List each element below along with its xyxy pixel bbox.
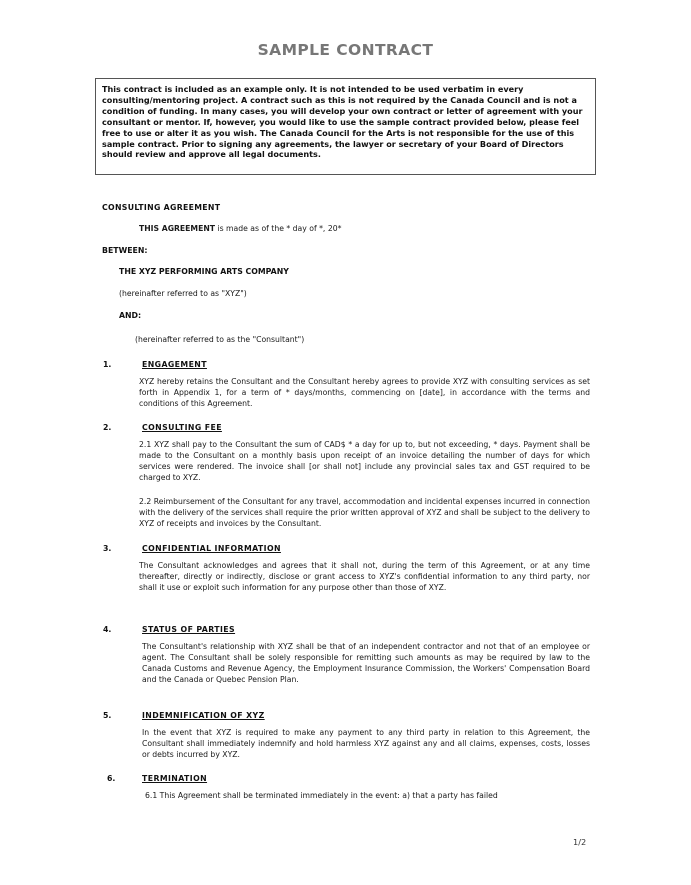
intro-bold: THIS AGREEMENT — [139, 224, 216, 233]
section-number: 3. — [103, 544, 112, 553]
disclaimer-box: This contract is included as an example only. It is not intended to be used verbatim in every consulting/mentoring project. A contract such as this is not required by the Canada Council and is not a condition of funding. In many cases, you will develop your own contract or letter of agreement with your consultant or mentor. If, however, you would like to use the sample contract provided below, please feel free to use or alter it as you wish. The Canada Council for the Arts is not responsible for the use of this sample contract. Prior to signing any agreements, the lawyer or secretary of your Board of Directors should review and approve all legal documents. — [95, 78, 596, 175]
section-number: 2. — [103, 423, 112, 432]
section-paragraph: XYZ hereby retains the Consultant and the Consultant hereby agrees to provide XYZ with consulting services as set forth in Appendix 1, for a term of * days/months, commencing on [date], in accordance with the terms and conditions of this Agreement. — [139, 377, 590, 408]
section-heading-indemnification: INDEMNIFICATION OF XYZ — [142, 711, 265, 720]
section-paragraph: The Consultant acknowledges and agrees that it shall not, during the term of this Agreement, or at any time thereafter, directly or indirectly, disclose or grant access to XYZ's confidential information to any third party, nor shall it use or exploit such information for any purpose other than those of XYZ. — [139, 561, 590, 592]
company-name: THE XYZ PERFORMING ARTS COMPANY — [119, 267, 289, 276]
agreement-intro — [139, 224, 341, 233]
section-heading-consulting-fee: CONSULTING FEE — [142, 423, 222, 432]
page-number: 1/2 — [573, 837, 587, 847]
and-label: AND: — [119, 311, 142, 320]
section-paragraph: 2.1 XYZ shall pay to the Consultant the sum of CAD$ * a day for up to, but not exceeding, * days. Payment shall be made to the Consultant on a monthly basis upon receipt of an invoice detailing the number of days for which services were rendered. The invoice shall [or shall not] include any provincial sales tax and GST required to be charged to XYZ. — [139, 440, 590, 482]
consultant-ref: (hereinafter referred to as the "Consultant") — [135, 335, 305, 344]
between-label: BETWEEN: — [102, 246, 148, 255]
section-heading-confidential-information: CONFIDENTIAL INFORMATION — [142, 544, 281, 553]
intro-rest: is made as of the * day of *, 20* — [215, 224, 342, 233]
company-ref: (hereinafter referred to as "XYZ") — [119, 289, 247, 298]
section-heading-engagement: ENGAGEMENT — [142, 360, 207, 369]
section-paragraph: The Consultant's relationship with XYZ shall be that of an independent contractor and not that of an employee or agent. The Consultant shall be solely responsible for remitting such amounts as may be required by law to the Canada Customs and Revenue Agency, the Employment Insurance Commission, the Workers' Compensation Board and the Canada or Quebec Pension Plan. — [142, 642, 590, 684]
section-number: 4. — [103, 625, 112, 634]
section-paragraph: 2.2 Reimbursement of the Consultant for any travel, accommodation and incidental expenses incurred in connection with the delivery of the services shall require the prior written approval of XYZ and shall be subject to the delivery to XYZ of receipts and invoices by the Consultant. — [139, 497, 590, 528]
agreement-heading: CONSULTING AGREEMENT — [102, 203, 221, 212]
section-heading-termination: TERMINATION — [142, 774, 208, 783]
section-paragraph: 6.1 This Agreement shall be terminated immediately in the event: a) that a party has failed — [145, 791, 498, 800]
document-title: SAMPLE CONTRACT — [257, 41, 434, 59]
section-paragraph: In the event that XYZ is required to make any payment to any third party in relation to this Agreement, the Consultant shall immediately indemnify and hold harmless XYZ against any and all claims, expenses, costs, losses or debts incurred by XYZ. — [142, 728, 590, 759]
section-number: 1. — [103, 360, 112, 369]
section-number: 6. — [107, 774, 116, 783]
section-heading-status-of-parties: STATUS OF PARTIES — [142, 625, 236, 634]
section-number: 5. — [103, 711, 112, 720]
